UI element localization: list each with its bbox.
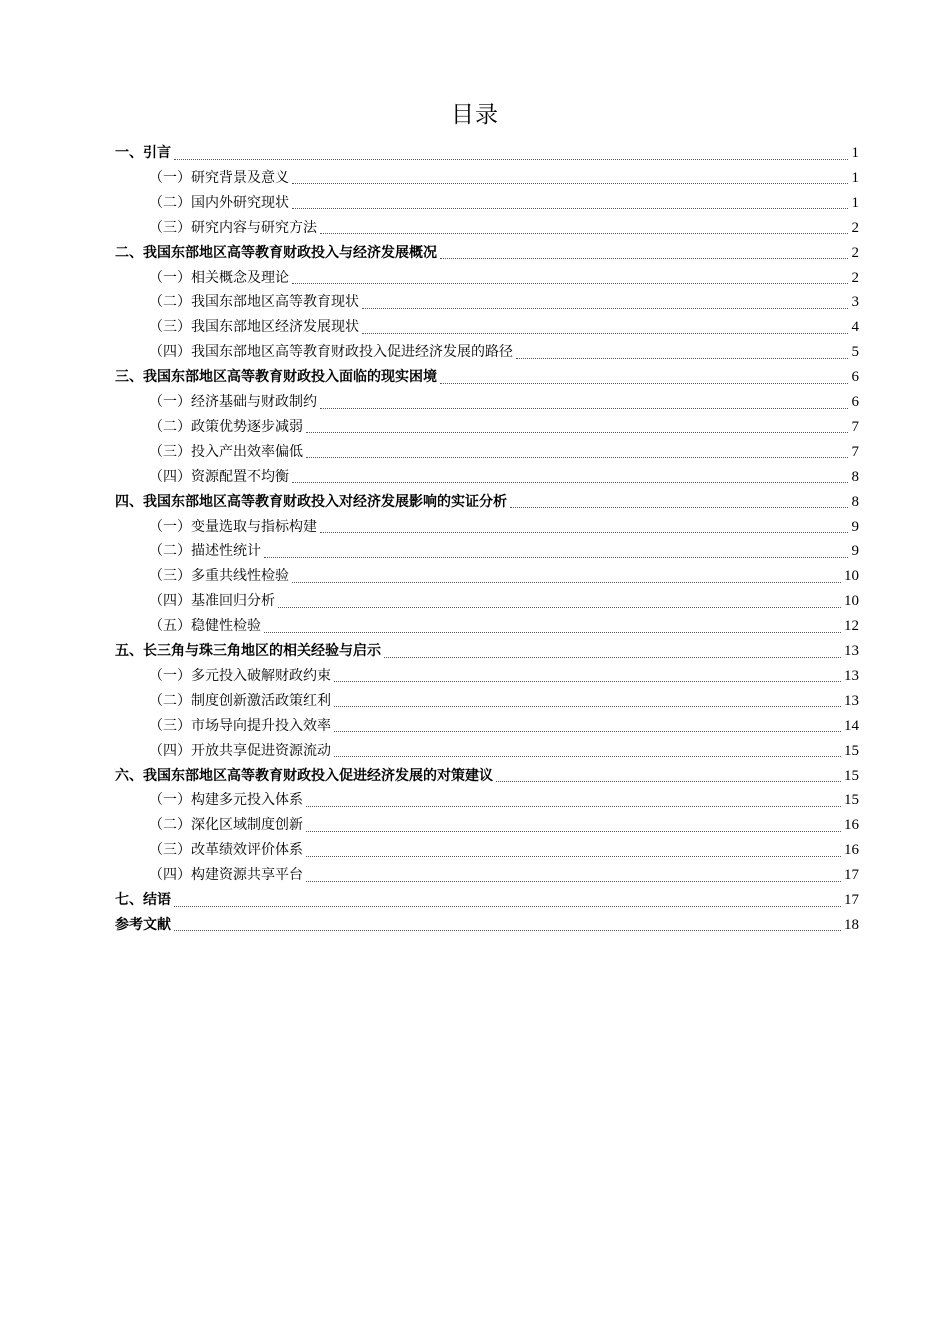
toc-page-number: 8 — [851, 468, 859, 485]
toc-entry-title: （一）经济基础与财政制约 — [149, 394, 317, 410]
dot-leader — [334, 730, 841, 732]
toc-entry-title: （一）研究背景及意义 — [149, 169, 289, 186]
toc-page-number: 2 — [851, 269, 859, 286]
dot-leader — [306, 830, 841, 832]
toc-page-number: 9 — [851, 543, 859, 560]
toc-page-number: 14 — [844, 717, 859, 734]
toc-entry — [149, 689, 859, 714]
toc-entry — [149, 465, 859, 490]
toc-entry — [149, 290, 859, 315]
toc-entry-title: （三）多重共线性检验 — [149, 568, 289, 585]
toc-page-number: 1 — [851, 194, 859, 211]
dot-leader — [306, 805, 841, 807]
toc-entry — [149, 838, 859, 863]
dot-leader — [334, 680, 841, 682]
toc-entry-title: （二）政策优势逐步减弱 — [149, 418, 303, 435]
dot-leader — [440, 382, 848, 384]
dot-leader — [264, 556, 848, 558]
toc-page-number: 13 — [844, 667, 859, 684]
toc-page-number: 1 — [851, 145, 859, 161]
toc-page-number: 16 — [844, 817, 859, 834]
dot-leader — [292, 182, 848, 184]
toc-page-number: 17 — [844, 892, 859, 908]
toc-page-number: 15 — [844, 742, 859, 759]
toc-page-number: 4 — [851, 319, 859, 336]
toc-entry — [149, 788, 859, 813]
toc-entry-title: （二）深化区域制度创新 — [149, 817, 303, 834]
toc-page-number: 17 — [844, 867, 859, 884]
toc-entry-title: （一）多元投入破解财政约束 — [149, 667, 331, 684]
dot-leader — [292, 207, 848, 209]
toc-page-number: 1 — [851, 169, 859, 186]
toc-entry — [149, 440, 859, 465]
toc-entry-title: （一）相关概念及理论 — [149, 269, 289, 286]
toc-entry-title: 三、我国东部地区高等教育财政投入面临的现实困境 — [115, 369, 437, 386]
dot-leader — [306, 456, 848, 458]
toc-entry — [149, 216, 859, 241]
toc-entry — [115, 639, 859, 664]
dot-leader — [496, 780, 841, 782]
dot-leader — [320, 531, 848, 533]
dot-leader — [510, 506, 848, 508]
toc-entry — [149, 166, 859, 191]
toc-entry — [149, 714, 859, 739]
dot-leader — [320, 407, 848, 409]
toc-entry-title: 一、引言 — [115, 145, 171, 161]
toc-page-number: 9 — [851, 518, 859, 535]
toc-entry — [149, 664, 859, 689]
toc-page-number: 13 — [844, 643, 859, 659]
toc-entry-title: （三）改革绩效评价体系 — [149, 842, 303, 859]
toc-entry-title: （四）我国东部地区高等教育财政投入促进经济发展的路径 — [149, 344, 513, 361]
toc-entry-title: （二）描述性统计 — [149, 543, 261, 560]
dot-leader — [174, 929, 841, 931]
toc-entry — [115, 141, 859, 166]
toc-entry — [115, 365, 859, 390]
dot-leader — [306, 431, 848, 433]
toc-entry — [149, 614, 859, 639]
toc-entry-title: （一）变量选取与指标构建 — [149, 518, 317, 535]
toc-title: 目录 — [451, 102, 499, 128]
dot-leader — [292, 282, 848, 284]
dot-leader — [440, 257, 848, 259]
dot-leader — [334, 705, 841, 707]
toc-entry — [149, 564, 859, 589]
toc-page-number: 18 — [844, 916, 859, 933]
toc-page-number: 6 — [851, 394, 859, 410]
dot-leader — [306, 880, 841, 882]
toc-entry — [149, 266, 859, 291]
toc-entry — [115, 888, 859, 913]
toc-entry-title: （四）构建资源共享平台 — [149, 867, 303, 884]
toc-entry-title: （三）我国东部地区经济发展现状 — [149, 319, 359, 336]
toc-page-number: 12 — [844, 618, 859, 635]
dot-leader — [278, 606, 841, 608]
toc-entry-title: （二）国内外研究现状 — [149, 194, 289, 211]
toc-entry — [149, 589, 859, 614]
toc-entry — [149, 539, 859, 564]
toc-entry — [115, 490, 859, 515]
dot-leader — [292, 481, 848, 483]
toc-page-number: 16 — [844, 842, 859, 859]
toc-entry — [149, 813, 859, 838]
toc-entry — [149, 415, 859, 440]
toc-entry-title: （四）基准回归分析 — [149, 593, 275, 610]
toc-entry-title: （三）研究内容与研究方法 — [149, 219, 317, 236]
toc-page-number: 10 — [844, 593, 859, 610]
toc-entry — [149, 315, 859, 340]
toc-entry — [149, 515, 859, 540]
toc-page-number: 3 — [851, 294, 859, 311]
dot-leader — [384, 656, 841, 658]
toc-entry-title: 四、我国东部地区高等教育财政投入对经济发展影响的实证分析 — [115, 493, 507, 510]
toc-entry — [149, 390, 859, 415]
toc-entry-title: （四）开放共享促进资源流动 — [149, 742, 331, 759]
toc-page-number: 7 — [851, 443, 859, 460]
dot-leader — [264, 631, 841, 633]
dot-leader — [334, 755, 841, 757]
toc-entry-title: 六、我国东部地区高等教育财政投入促进经济发展的对策建议 — [115, 767, 493, 784]
toc-page-number: 15 — [844, 792, 859, 809]
toc-page-number: 13 — [844, 692, 859, 709]
toc-page-number: 5 — [851, 344, 859, 361]
dot-leader — [292, 581, 841, 583]
toc-entry-title: 五、长三角与珠三角地区的相关经验与启示 — [115, 643, 381, 659]
toc-entry-title: （三）投入产出效率偏低 — [149, 443, 303, 460]
toc-entry-title: 参考文献 — [115, 916, 171, 933]
dot-leader — [362, 307, 848, 309]
toc-entry-title: （二）我国东部地区高等教育现状 — [149, 294, 359, 311]
toc-entry-title: （三）市场导向提升投入效率 — [149, 717, 331, 734]
toc-page-number: 2 — [851, 244, 859, 261]
dot-leader — [516, 357, 848, 359]
toc-entry-title: （五）稳健性检验 — [149, 618, 261, 635]
toc-page-number: 10 — [844, 568, 859, 585]
toc-page-number: 7 — [851, 418, 859, 435]
toc-entry — [149, 191, 859, 216]
toc-entry-title: （四）资源配置不均衡 — [149, 468, 289, 485]
toc-entry — [115, 913, 859, 938]
dot-leader — [174, 905, 841, 907]
toc-entry — [149, 340, 859, 365]
dot-leader — [362, 332, 848, 334]
toc-entry-title: （二）制度创新激活政策红利 — [149, 692, 331, 709]
toc-page-number: 2 — [851, 219, 859, 236]
toc-entry — [149, 739, 859, 764]
toc-entry — [149, 863, 859, 888]
dot-leader — [320, 232, 848, 234]
toc-entry-title: 二、我国东部地区高等教育财政投入与经济发展概况 — [115, 244, 437, 261]
dot-leader — [306, 855, 841, 857]
toc-entry — [115, 241, 859, 266]
toc-entry-title: 七、结语 — [115, 892, 171, 908]
toc-entry — [115, 764, 859, 789]
toc-page-number: 15 — [844, 767, 859, 784]
toc-page-number: 6 — [851, 369, 859, 386]
toc-entry-title: （一）构建多元投入体系 — [149, 792, 303, 809]
toc-page-number: 8 — [851, 493, 859, 510]
dot-leader — [174, 158, 848, 160]
